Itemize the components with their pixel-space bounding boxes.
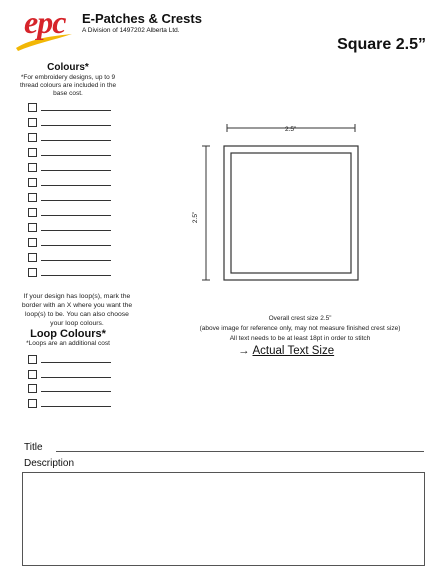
actual-text-size-label: Actual Text Size xyxy=(252,345,335,357)
height-label: 2.5” xyxy=(192,211,200,224)
height-dimension-line xyxy=(202,146,210,280)
arrow-right-icon: → xyxy=(238,345,250,357)
page-title: Square 2.5” xyxy=(337,36,426,53)
loop-colour-line[interactable] xyxy=(41,406,111,407)
colour-line[interactable] xyxy=(41,275,111,276)
colour-line[interactable] xyxy=(41,125,111,126)
colour-checkbox[interactable] xyxy=(28,118,37,127)
colour-row xyxy=(28,265,111,277)
colour-row xyxy=(28,100,111,112)
brand-name: E-Patches & Crests xyxy=(82,11,202,26)
colour-line[interactable] xyxy=(41,155,111,156)
description-label: Description xyxy=(24,458,75,469)
colour-line[interactable] xyxy=(41,185,111,186)
colour-row xyxy=(28,145,111,157)
title-label: Title xyxy=(24,442,43,453)
colour-checkbox[interactable] xyxy=(28,238,37,247)
colours-title: Colours* xyxy=(47,62,89,73)
loop-colour-checkbox[interactable] xyxy=(28,399,37,408)
colour-checkbox[interactable] xyxy=(28,133,37,142)
colour-checkbox[interactable] xyxy=(28,223,37,232)
loop-colours-title: Loop Colours* xyxy=(30,328,106,340)
colour-line[interactable] xyxy=(41,170,111,171)
actual-text-size xyxy=(238,345,334,357)
colour-line[interactable] xyxy=(41,260,111,261)
colour-line[interactable] xyxy=(41,215,111,216)
loop-colour-checkbox[interactable] xyxy=(28,370,37,379)
colour-row xyxy=(28,115,111,127)
colour-checkbox[interactable] xyxy=(28,178,37,187)
width-label: 2.5” xyxy=(285,126,297,133)
colour-checkbox[interactable] xyxy=(28,253,37,262)
inner-square xyxy=(231,153,351,273)
colour-checkbox[interactable] xyxy=(28,163,37,172)
crest-square-diagram xyxy=(190,118,370,288)
colour-checkbox[interactable] xyxy=(28,193,37,202)
crest-size-caption: Overall crest size 2.5” xyxy=(268,315,332,322)
loop-instructions: If your design has loop(s), mark the border with an X where you want the loop(s) to be. You can also choose your loop colours. xyxy=(21,293,133,327)
colour-line[interactable] xyxy=(41,245,111,246)
colour-row xyxy=(28,220,111,232)
colour-checkbox[interactable] xyxy=(28,208,37,217)
loop-colour-checkbox[interactable] xyxy=(28,355,37,364)
loop-colours-note: *Loops are an additional cost xyxy=(26,340,110,347)
loop-colour-row xyxy=(28,396,111,408)
colour-row xyxy=(28,205,111,217)
colour-row xyxy=(28,175,111,187)
description-box[interactable] xyxy=(22,472,425,566)
epc-logo: epc xyxy=(24,4,66,40)
colour-line[interactable] xyxy=(41,230,111,231)
loop-colour-row xyxy=(28,381,111,393)
loop-colour-row xyxy=(28,367,111,379)
colour-checkbox[interactable] xyxy=(28,103,37,112)
min-text-caption: All text needs to be at least 18pt in order to stitch xyxy=(229,335,371,342)
colour-row xyxy=(28,235,111,247)
colour-row xyxy=(28,160,111,172)
colour-line[interactable] xyxy=(41,200,111,201)
colour-row xyxy=(28,250,111,262)
outer-square xyxy=(224,146,358,280)
colour-row xyxy=(28,130,111,142)
loop-colour-row xyxy=(28,352,111,364)
colour-line[interactable] xyxy=(41,140,111,141)
colours-note: *For embroidery designs, up to 9 thread colours are included in the base cost. xyxy=(19,74,117,97)
reference-caption: (above image for reference only, may not measure finished crest size) xyxy=(199,325,401,332)
colour-row xyxy=(28,190,111,202)
brand-subtitle: A Division of 1497202 Alberta Ltd. xyxy=(82,27,180,34)
loop-colour-line[interactable] xyxy=(41,391,111,392)
colour-checkbox[interactable] xyxy=(28,268,37,277)
colour-checkbox[interactable] xyxy=(28,148,37,157)
title-field[interactable] xyxy=(56,451,424,452)
loop-colour-line[interactable] xyxy=(41,362,111,363)
colour-line[interactable] xyxy=(41,110,111,111)
loop-colour-checkbox[interactable] xyxy=(28,384,37,393)
loop-colour-line[interactable] xyxy=(41,377,111,378)
